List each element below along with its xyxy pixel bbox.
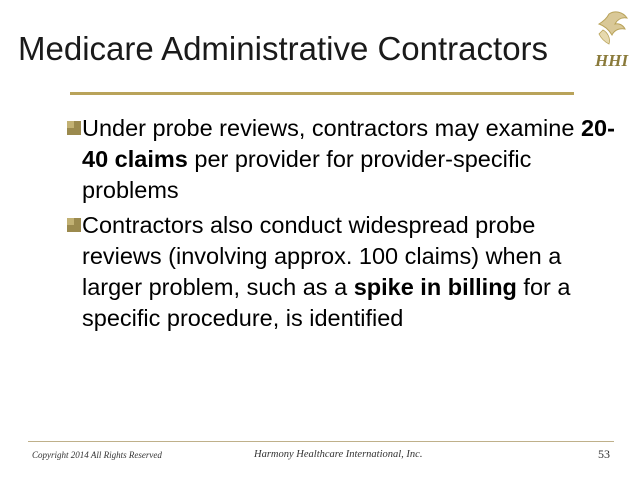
- bullet-text: [82, 113, 620, 206]
- footer-divider: [28, 441, 614, 442]
- bullet-item: [60, 113, 620, 206]
- gold-square-bullet-icon: [66, 120, 82, 136]
- bullet-text: [82, 210, 620, 334]
- bullet-text-segment: per provider for provider-specific problems: [82, 146, 532, 203]
- gold-square-bullet-icon: [66, 217, 82, 233]
- footer-copyright: Copyright 2014 All Rights Reserved: [32, 450, 162, 460]
- bullet-item: [60, 210, 620, 334]
- bullet-text-segment: Under probe reviews, contractors may examine: [82, 115, 581, 141]
- page-number: 53: [598, 447, 610, 461]
- bullet-text-segment: Contractors also conduct widespread probe reviews (involving approx. 100 claims) when a larger problem, such as a: [82, 212, 562, 300]
- title-rule: [70, 92, 574, 95]
- bullet-text-bold: 20-40 claims: [82, 115, 615, 172]
- slide-title: Medicare Administrative Contractors: [18, 30, 549, 67]
- bullet-text-segment: for a specific procedure, is identified: [82, 274, 571, 331]
- bullet-text-bold: spike in billing: [353, 274, 517, 300]
- dove-logo-icon: [585, 8, 633, 70]
- footer-company: Harmony Healthcare International, Inc.: [254, 449, 423, 460]
- bullet-list: [60, 113, 620, 338]
- logo-text: HHI: [595, 51, 629, 70]
